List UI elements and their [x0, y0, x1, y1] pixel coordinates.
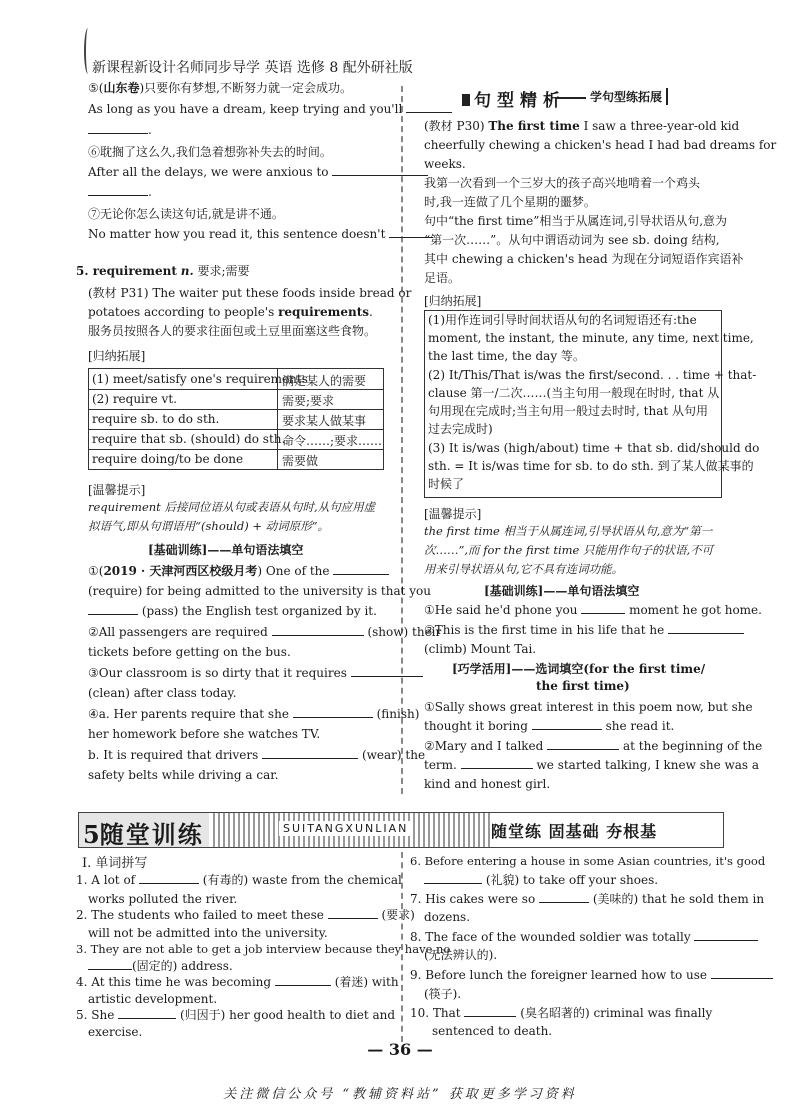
item5-example-zh: 服务员按照各人的要求往面包或土豆里面塞这些食物。 [88, 324, 377, 338]
banner-slogan: 随堂练 固基础 夯根基 [491, 822, 658, 841]
s1-q4-line2: artistic development. [88, 992, 218, 1006]
right-ex-2: cheerfully chewing a chicken's head I had bad dreams for [424, 138, 777, 152]
s1-q7-line1: 7. His cakes were so (美味的) that he sold them in [410, 892, 765, 906]
ex1-line2: (require) for being admitted to the university is that you [88, 584, 431, 598]
b2-line2: (climb) Mount Tai. [424, 642, 537, 656]
answer-blank[interactable] [88, 183, 148, 196]
answer-blank[interactable] [293, 705, 373, 718]
section-subtitle: 学句型练拓展 [590, 88, 668, 105]
answer-blank[interactable] [139, 871, 199, 884]
s1-q8-line2: (无法辨认的). [424, 948, 498, 962]
banner-title: 5随堂训练 [83, 820, 204, 849]
answer-blank[interactable] [275, 973, 331, 986]
basic-training-title: [基础训练]——单句语法填空 [484, 584, 640, 598]
ex4a-line2: her homework before she watches TV. [88, 727, 321, 741]
item5-heading: 5. requirement n. 要求;需要 [76, 264, 250, 278]
answer-blank[interactable] [88, 121, 148, 134]
table-cell: (1) meet/satisfy one's requirements [92, 372, 308, 386]
s1-q8-line1: 8. The face of the wounded soldier was totally [410, 928, 758, 947]
right-zh: 我第一次看到一个三岁大的孩子高兴地啃着一个鸡头 [424, 176, 701, 190]
b1: ①He said he'd phone you moment he got home. [424, 603, 762, 617]
box-line: (1)用作连词引导时间状语从句的名词短语还有:the [428, 313, 697, 327]
qiaoxue-title: [巧学活用]——选词填空(for the first time/ [452, 662, 706, 676]
page-number: — 36 — [367, 1040, 433, 1059]
s1-q5-line1: 5. She (归因于) her good health to diet and [76, 1008, 396, 1022]
answer-blank[interactable] [328, 906, 378, 919]
table-cell: 需要做 [282, 454, 319, 468]
s1-q10-line1: 10. That (臭名昭著的) criminal was finally [410, 1006, 713, 1020]
box-line: 句用现在完成时;当主句用一般过去时时, that 从句用 [428, 404, 709, 418]
section-icon [462, 94, 470, 106]
box-line: 过去完成时) [428, 422, 493, 436]
s1-q9-line2: (筷子). [424, 987, 462, 1001]
ex1-line3: (pass) the English test organized by it. [88, 602, 377, 621]
right-zh: 时,我一连做了几个星期的噩梦。 [424, 195, 596, 209]
answer-blank[interactable] [711, 966, 773, 979]
answer-blank[interactable] [118, 1006, 176, 1019]
answer-blank[interactable] [424, 871, 482, 884]
b2-line1: ②This is the first time in his life that he [424, 621, 744, 640]
requirement-table [88, 368, 384, 470]
q2-line1: ②Mary and I talked at the beginning of the [424, 739, 763, 753]
tips-line: 用来引导状语从句,它不具有连词功能。 [424, 562, 624, 576]
s1-q6-line2: (礼貌) to take off your shoes. [424, 871, 658, 890]
right-ex-3: weeks. [424, 157, 466, 171]
answer-blank[interactable] [581, 601, 625, 614]
ex4b-line1: b. It is required that drivers (wear) the [88, 748, 426, 762]
ex4b-line2: safety belts while driving a car. [88, 768, 279, 782]
answer-blank[interactable] [351, 664, 423, 677]
s1-q9-line1: 9. Before lunch the foreigner learned how to use [410, 966, 773, 985]
s1-q1-line2: works polluted the river. [88, 892, 238, 906]
q5-blank2: . [88, 121, 152, 140]
q5-zh: ⑤(山东卷)只要你有梦想,不断努力就一定会成功。 [88, 81, 352, 95]
table-cell: require doing/to be done [92, 452, 244, 466]
s1-q3-line1: 3. They are not able to get a job interview because they have no [76, 942, 451, 956]
q6-en: After all the delays, we were anxious to [88, 163, 428, 182]
table-cell: 命令……;要求…… [282, 434, 383, 448]
column-divider [401, 852, 403, 1042]
section-title-rule [556, 97, 586, 99]
box-line: moment, the instant, the minute, any time, next time, [428, 331, 754, 345]
ex4a-line1: ④a. Her parents require that she (finish) [88, 707, 420, 721]
answer-blank[interactable] [547, 737, 619, 750]
column-divider [401, 86, 403, 794]
table-cell: (2) require vt. [92, 392, 177, 406]
tips-line: requirement 后接同位语从句或表语从句时,从句应用虚 [88, 500, 376, 514]
ex2-line2: tickets before getting on the bus. [88, 645, 291, 659]
box-line: 时候了 [428, 477, 465, 491]
q1-line2: thought it boring she read it. [424, 719, 675, 733]
box-line: clause 第一/二次……(当主句用一般现在时时, that 从 [428, 386, 720, 400]
tips-line: 次……”,而 for the first time 只能用作句子的状语,不可 [424, 543, 714, 557]
s1-q5-line2: exercise. [88, 1025, 143, 1039]
box-line: (3) It is/was (high/about) time + that sb. did/should do [428, 441, 760, 455]
q7-zh: ⑦无论你怎么读这句话,就是讲不通。 [88, 207, 284, 221]
table-cell: 满足某人的需要 [282, 374, 367, 388]
page-header: 新课程新设计名师同步导学 英语 选修 8 配外研社版 [92, 60, 413, 76]
q2-line2: term. we started talking, I knew she was a [424, 758, 760, 772]
box-line: (2) It/This/That is/was the first/second. . . time + that- [428, 368, 757, 382]
tips-label: [温馨提示] [88, 483, 146, 497]
s1-q1-line1: 1. A lot of (有毒的) waste from the chemical [76, 873, 402, 887]
tips-label: [温馨提示] [424, 507, 482, 521]
guina-label: [归纳拓展] [424, 294, 482, 308]
footer-note: 关注微信公众号 “教辅资料站” 获取更多学习资料 [223, 1087, 577, 1102]
q5-en: As long as you have a dream, keep trying and you'll [88, 100, 452, 119]
q7-en: No matter how you read it, this sentence doesn't [88, 225, 433, 244]
ex3-line2: (clean) after class today. [88, 686, 237, 700]
guina-label: [归纳拓展] [88, 349, 146, 363]
s1-q4-line1: 4. At this time he was becoming (着迷) with [76, 975, 399, 989]
section1-title: Ⅰ. 单词拼写 [82, 856, 148, 871]
table-cell: 需要;要求 [282, 394, 335, 408]
item5-example-2: potatoes according to people's requirements. [88, 305, 373, 319]
answer-blank[interactable] [461, 756, 533, 769]
expansion-box [424, 310, 760, 498]
box-line: sth. = It is/was time for sb. to do sth. 到了某人做某事的 [428, 459, 754, 473]
answer-blank[interactable] [464, 1004, 516, 1017]
s1-q6-line1: 6. Before entering a house in some Asian countries, it's good [410, 854, 766, 868]
answer-blank[interactable] [272, 623, 364, 636]
q6-blank2: . [88, 183, 152, 202]
table-cell: require that sb. (should) do sth. [92, 432, 286, 446]
tips-line: the first time 相当于从属连词,引导状语从句,意为“第一 [424, 524, 713, 538]
right-zh: “第一次……”。从句中谓语动词为 see sb. doing 结构, [424, 233, 720, 247]
answer-blank[interactable] [406, 100, 452, 113]
qiaoxue-title-2: the first time) [536, 679, 630, 693]
answer-blank[interactable] [88, 957, 132, 970]
table-cell: 要求某人做某事 [282, 414, 367, 428]
answer-blank[interactable] [539, 890, 589, 903]
answer-blank[interactable] [332, 163, 428, 176]
right-zh: 其中 chewing a chicken's head 为现在分词短语作宾语补 [424, 252, 744, 266]
answer-blank[interactable] [333, 562, 389, 575]
banner-pinyin: SUITANGXUNLIAN [279, 821, 412, 836]
answer-blank[interactable] [694, 928, 758, 941]
item5-example-1: (教材 P31) The waiter put these foods inside bread or [88, 286, 412, 300]
s1-q10-line2: sentenced to death. [432, 1024, 553, 1038]
answer-blank[interactable] [88, 602, 138, 615]
basic-training-title: [基础训练]——单句语法填空 [148, 543, 304, 557]
answer-blank[interactable] [668, 621, 744, 634]
s1-q3-line2: (固定的) address. [88, 957, 233, 976]
table-cell: require sb. to do sth. [92, 412, 220, 426]
ex1-line1: ①(2019 · 天津河西区校级月考) One of the [88, 562, 389, 581]
q2-line3: kind and honest girl. [424, 777, 551, 791]
q1-line1: ①Sally shows great interest in this poem now, but she [424, 700, 753, 714]
right-zh: 句中“the first time”相当于从属连词,引导状语从句,意为 [424, 214, 728, 228]
section-banner [78, 812, 724, 848]
answer-blank[interactable] [532, 717, 602, 730]
right-ex-1: (教材 P30) The first time I saw a three-year-old kid [424, 119, 740, 133]
tips-line: 拟语气,即从句谓语用“(should) + 动词原形”。 [88, 519, 330, 533]
q6-zh: ⑥耽搁了这么久,我们急着想弥补失去的时间。 [88, 145, 332, 159]
s1-q2-line2: will not be admitted into the university. [88, 926, 328, 940]
section-title: 句型精析 [462, 86, 566, 111]
answer-blank[interactable] [262, 746, 358, 759]
s1-q7-line2: dozens. [424, 910, 471, 924]
right-zh: 足语。 [424, 271, 461, 285]
s1-q2-line1: 2. The students who failed to meet these (要求) [76, 908, 415, 922]
ex3-line1: ③Our classroom is so dirty that it requires [88, 664, 423, 683]
box-line: the last time, the day 等。 [428, 349, 585, 363]
ex2-line1: ②All passengers are required (show) their [88, 625, 442, 639]
page-corner-mark [84, 28, 92, 74]
